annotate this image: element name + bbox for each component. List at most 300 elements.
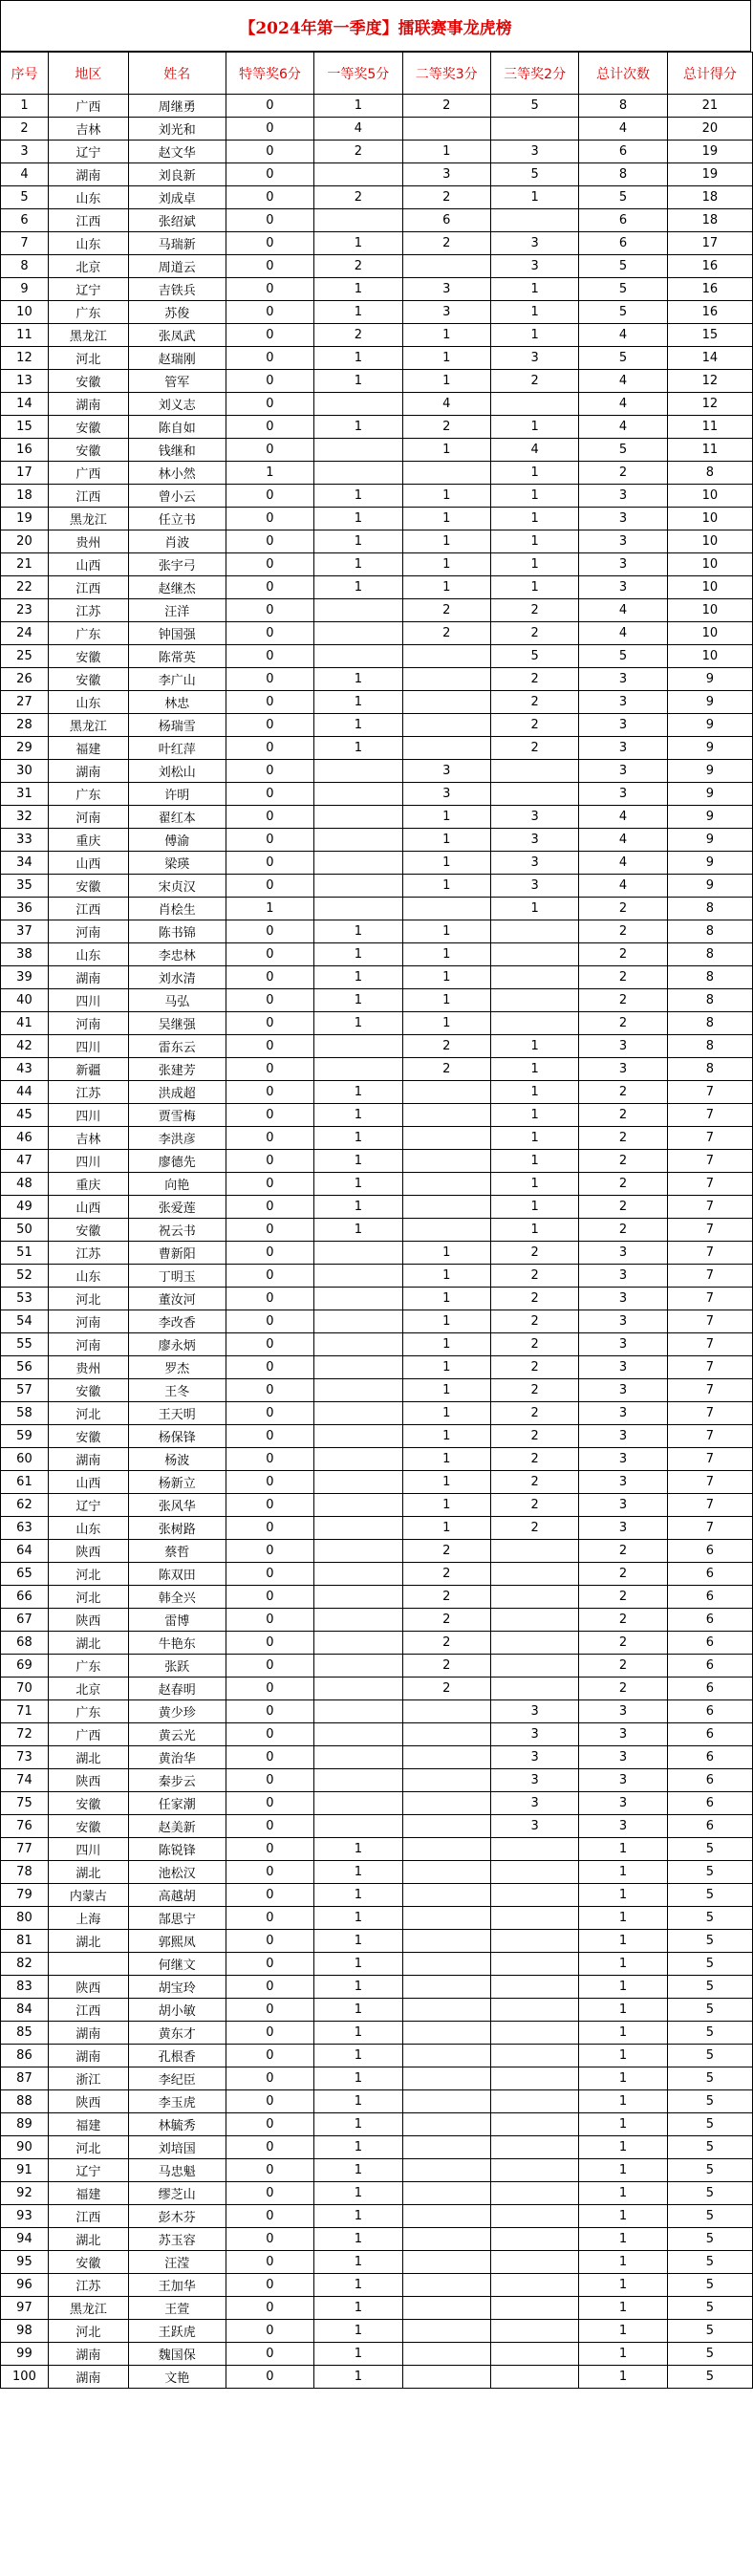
second-prize-cell [402, 2274, 490, 2297]
rank-cell: 56 [1, 1356, 49, 1379]
first-prize-cell: 1 [314, 1999, 402, 2022]
special-prize-cell: 0 [226, 1471, 313, 1494]
name-cell: 管军 [128, 370, 226, 393]
total-count-cell: 4 [579, 599, 667, 622]
rank-cell: 96 [1, 2274, 49, 2297]
table-row [1, 1884, 753, 1907]
region-cell: 河南 [48, 806, 128, 829]
special-prize-cell: 0 [226, 209, 313, 232]
first-prize-cell [314, 1540, 402, 1563]
name-cell: 张凤武 [128, 324, 226, 347]
first-prize-cell: 1 [314, 347, 402, 370]
first-prize-cell: 1 [314, 1861, 402, 1884]
total-score-cell: 7 [667, 1494, 752, 1517]
third-prize-cell: 3 [490, 1769, 578, 1792]
rank-cell: 3 [1, 141, 49, 163]
rank-cell: 15 [1, 416, 49, 439]
rank-cell: 86 [1, 2045, 49, 2067]
total-count-cell: 4 [579, 324, 667, 347]
special-prize-cell: 0 [226, 1792, 313, 1815]
region-cell: 江苏 [48, 599, 128, 622]
name-cell: 苏玉容 [128, 2228, 226, 2251]
third-prize-cell [490, 1609, 578, 1632]
region-cell: 湖南 [48, 2366, 128, 2389]
second-prize-cell [402, 2090, 490, 2113]
table-row [1, 530, 753, 553]
region-cell: 湖南 [48, 2022, 128, 2045]
second-prize-cell: 2 [402, 1655, 490, 1678]
first-prize-cell: 1 [314, 691, 402, 714]
region-cell: 河南 [48, 1310, 128, 1333]
first-prize-cell: 2 [314, 255, 402, 278]
table-row [1, 1356, 753, 1379]
third-prize-cell [490, 2045, 578, 2067]
total-count-cell: 3 [579, 1310, 667, 1333]
third-prize-cell [490, 1540, 578, 1563]
total-count-cell: 3 [579, 1265, 667, 1288]
total-count-cell: 3 [579, 1288, 667, 1310]
table-body [1, 95, 753, 2389]
rank-cell: 19 [1, 508, 49, 530]
total-count-cell: 3 [579, 1379, 667, 1402]
total-score-cell: 7 [667, 1219, 752, 1242]
total-score-cell: 7 [667, 1127, 752, 1150]
third-prize-cell: 3 [490, 141, 578, 163]
rank-cell: 27 [1, 691, 49, 714]
name-cell: 张建芳 [128, 1058, 226, 1081]
special-prize-cell: 0 [226, 1288, 313, 1310]
total-score-cell: 5 [667, 1861, 752, 1884]
region-cell: 黑龙江 [48, 324, 128, 347]
first-prize-cell: 1 [314, 2320, 402, 2343]
special-prize-cell: 0 [226, 966, 313, 989]
rank-cell: 39 [1, 966, 49, 989]
name-cell: 雷东云 [128, 1035, 226, 1058]
table-row [1, 2182, 753, 2205]
region-cell: 安徽 [48, 1792, 128, 1815]
total-count-cell: 1 [579, 2090, 667, 2113]
total-score-cell: 7 [667, 1425, 752, 1448]
region-cell: 江苏 [48, 2274, 128, 2297]
total-score-cell: 6 [667, 1586, 752, 1609]
rank-cell: 75 [1, 1792, 49, 1815]
name-cell: 李忠林 [128, 943, 226, 966]
first-prize-cell [314, 898, 402, 920]
region-cell: 福建 [48, 2182, 128, 2205]
third-prize-cell [490, 2274, 578, 2297]
total-score-cell: 10 [667, 599, 752, 622]
special-prize-cell: 0 [226, 852, 313, 875]
special-prize-cell: 0 [226, 1448, 313, 1471]
first-prize-cell [314, 783, 402, 806]
name-cell: 张爱莲 [128, 1196, 226, 1219]
special-prize-cell: 0 [226, 1678, 313, 1700]
special-prize-cell: 0 [226, 1425, 313, 1448]
region-cell: 广东 [48, 301, 128, 324]
special-prize-cell: 0 [226, 1265, 313, 1288]
rank-cell: 44 [1, 1081, 49, 1104]
region-cell: 四川 [48, 1035, 128, 1058]
rank-cell: 42 [1, 1035, 49, 1058]
total-count-cell: 3 [579, 530, 667, 553]
total-score-cell: 6 [667, 1632, 752, 1655]
region-cell: 江西 [48, 485, 128, 508]
special-prize-cell: 0 [226, 278, 313, 301]
region-cell: 四川 [48, 989, 128, 1012]
name-cell: 林毓秀 [128, 2113, 226, 2136]
second-prize-cell [402, 2343, 490, 2366]
name-cell: 贾雪梅 [128, 1104, 226, 1127]
region-cell: 上海 [48, 1907, 128, 1930]
name-cell: 王冬 [128, 1379, 226, 1402]
table-row [1, 1953, 753, 1976]
table-row [1, 1219, 753, 1242]
total-score-cell: 8 [667, 943, 752, 966]
second-prize-cell [402, 1127, 490, 1150]
name-cell: 汪滢 [128, 2251, 226, 2274]
second-prize-cell [402, 462, 490, 485]
rank-cell: 20 [1, 530, 49, 553]
name-cell: 王跃虎 [128, 2320, 226, 2343]
special-prize-cell: 0 [226, 530, 313, 553]
name-cell: 杨瑞雪 [128, 714, 226, 737]
second-prize-cell [402, 1907, 490, 1930]
name-cell: 刘松山 [128, 760, 226, 783]
second-prize-cell: 1 [402, 1471, 490, 1494]
name-cell: 陈自如 [128, 416, 226, 439]
first-prize-cell [314, 1310, 402, 1333]
first-prize-cell: 1 [314, 1150, 402, 1173]
second-prize-cell [402, 2136, 490, 2159]
rank-cell: 89 [1, 2113, 49, 2136]
table-row [1, 1081, 753, 1104]
third-prize-cell [490, 2067, 578, 2090]
first-prize-cell [314, 393, 402, 416]
special-prize-cell: 1 [226, 462, 313, 485]
table-row [1, 1999, 753, 2022]
table-row [1, 1494, 753, 1517]
rank-cell: 65 [1, 1563, 49, 1586]
region-cell: 江西 [48, 209, 128, 232]
special-prize-cell: 0 [226, 118, 313, 141]
table-row [1, 347, 753, 370]
region-cell: 北京 [48, 255, 128, 278]
region-cell: 四川 [48, 1104, 128, 1127]
rank-cell: 63 [1, 1517, 49, 1540]
name-cell: 王加华 [128, 2274, 226, 2297]
total-score-cell: 5 [667, 2182, 752, 2205]
total-score-cell: 5 [667, 1976, 752, 1999]
name-cell: 洪成超 [128, 1081, 226, 1104]
region-cell: 河北 [48, 2136, 128, 2159]
region-cell: 安徽 [48, 2251, 128, 2274]
total-score-cell: 6 [667, 1678, 752, 1700]
total-count-cell: 8 [579, 163, 667, 186]
first-prize-cell: 1 [314, 2251, 402, 2274]
special-prize-cell: 0 [226, 393, 313, 416]
third-prize-cell [490, 1632, 578, 1655]
name-cell: 傅渝 [128, 829, 226, 852]
table-row [1, 852, 753, 875]
total-score-cell: 5 [667, 1838, 752, 1861]
total-score-cell: 8 [667, 1035, 752, 1058]
total-count-cell: 1 [579, 1884, 667, 1907]
rank-cell: 62 [1, 1494, 49, 1517]
region-cell: 山西 [48, 553, 128, 576]
special-prize-cell: 0 [226, 1356, 313, 1379]
total-count-cell: 3 [579, 1356, 667, 1379]
first-prize-cell: 1 [314, 1127, 402, 1150]
region-cell: 安徽 [48, 416, 128, 439]
third-prize-cell: 2 [490, 1448, 578, 1471]
total-count-cell: 3 [579, 1769, 667, 1792]
name-cell: 张风华 [128, 1494, 226, 1517]
first-prize-cell: 1 [314, 301, 402, 324]
region-cell: 陕西 [48, 1540, 128, 1563]
total-score-cell: 9 [667, 737, 752, 760]
total-count-cell: 1 [579, 2251, 667, 2274]
total-count-cell: 3 [579, 1448, 667, 1471]
total-count-cell: 6 [579, 209, 667, 232]
total-count-cell: 3 [579, 576, 667, 599]
first-prize-cell: 1 [314, 2113, 402, 2136]
first-prize-cell: 2 [314, 141, 402, 163]
table-row [1, 1723, 753, 1746]
region-cell: 湖北 [48, 1632, 128, 1655]
second-prize-cell: 1 [402, 1012, 490, 1035]
first-prize-cell [314, 1723, 402, 1746]
total-score-cell: 8 [667, 1012, 752, 1035]
rank-cell: 7 [1, 232, 49, 255]
region-cell: 湖北 [48, 2228, 128, 2251]
first-prize-cell: 1 [314, 2136, 402, 2159]
total-score-cell: 17 [667, 232, 752, 255]
rank-cell: 72 [1, 1723, 49, 1746]
first-prize-cell [314, 1333, 402, 1356]
name-cell: 钱继和 [128, 439, 226, 462]
region-cell: 河北 [48, 1563, 128, 1586]
third-prize-cell [490, 2297, 578, 2320]
first-prize-cell: 1 [314, 943, 402, 966]
second-prize-cell [402, 1838, 490, 1861]
total-count-cell: 2 [579, 1563, 667, 1586]
name-cell: 马忠魁 [128, 2159, 226, 2182]
second-prize-cell: 1 [402, 875, 490, 898]
special-prize-cell: 0 [226, 576, 313, 599]
rank-cell: 29 [1, 737, 49, 760]
table-row [1, 1379, 753, 1402]
name-cell: 刘水清 [128, 966, 226, 989]
rank-cell: 12 [1, 347, 49, 370]
second-prize-cell [402, 2022, 490, 2045]
special-prize-cell: 0 [226, 2251, 313, 2274]
third-prize-cell: 2 [490, 1517, 578, 1540]
rank-cell: 71 [1, 1700, 49, 1723]
rank-cell: 74 [1, 1769, 49, 1792]
second-prize-cell: 3 [402, 760, 490, 783]
special-prize-cell: 0 [226, 760, 313, 783]
first-prize-cell: 1 [314, 714, 402, 737]
total-score-cell: 8 [667, 1058, 752, 1081]
third-prize-cell: 2 [490, 668, 578, 691]
first-prize-cell [314, 1425, 402, 1448]
total-score-cell: 19 [667, 163, 752, 186]
first-prize-cell: 1 [314, 1104, 402, 1127]
region-cell: 湖南 [48, 163, 128, 186]
table-row [1, 1310, 753, 1333]
first-prize-cell [314, 622, 402, 645]
name-cell: 刘光和 [128, 118, 226, 141]
total-count-cell: 1 [579, 1907, 667, 1930]
region-cell: 黑龙江 [48, 508, 128, 530]
region-cell: 湖南 [48, 760, 128, 783]
second-prize-cell: 2 [402, 1609, 490, 1632]
region-cell: 辽宁 [48, 141, 128, 163]
special-prize-cell: 0 [226, 1999, 313, 2022]
total-count-cell: 5 [579, 645, 667, 668]
rank-cell: 54 [1, 1310, 49, 1333]
name-cell: 黄东才 [128, 2022, 226, 2045]
name-cell: 陈锐锋 [128, 1838, 226, 1861]
table-row [1, 324, 753, 347]
name-cell: 刘义志 [128, 393, 226, 416]
first-prize-cell [314, 1769, 402, 1792]
region-cell: 广东 [48, 1700, 128, 1723]
column-header: 总计次数 [579, 53, 667, 95]
rank-cell: 70 [1, 1678, 49, 1700]
table-row [1, 1127, 753, 1150]
rank-cell: 10 [1, 301, 49, 324]
special-prize-cell: 0 [226, 1494, 313, 1517]
total-score-cell: 9 [667, 852, 752, 875]
special-prize-cell: 0 [226, 553, 313, 576]
total-score-cell: 16 [667, 301, 752, 324]
name-cell: 汪洋 [128, 599, 226, 622]
region-cell: 河北 [48, 347, 128, 370]
name-cell: 缪芝山 [128, 2182, 226, 2205]
rank-cell: 93 [1, 2205, 49, 2228]
total-count-cell: 6 [579, 141, 667, 163]
third-prize-cell: 1 [490, 1081, 578, 1104]
total-count-cell: 3 [579, 691, 667, 714]
region-cell: 陕西 [48, 1609, 128, 1632]
second-prize-cell: 1 [402, 1448, 490, 1471]
first-prize-cell [314, 1655, 402, 1678]
second-prize-cell: 2 [402, 1563, 490, 1586]
table-row [1, 439, 753, 462]
name-cell: 韩全兴 [128, 1586, 226, 1609]
region-cell: 广东 [48, 783, 128, 806]
total-count-cell: 3 [579, 1815, 667, 1838]
third-prize-cell: 1 [490, 576, 578, 599]
second-prize-cell [402, 1700, 490, 1723]
second-prize-cell [402, 1150, 490, 1173]
first-prize-cell [314, 1265, 402, 1288]
second-prize-cell [402, 2067, 490, 2090]
special-prize-cell: 0 [226, 2343, 313, 2366]
table-row [1, 1792, 753, 1815]
rank-cell: 5 [1, 186, 49, 209]
first-prize-cell: 1 [314, 1173, 402, 1196]
total-count-cell: 2 [579, 1127, 667, 1150]
third-prize-cell: 1 [490, 508, 578, 530]
table-row [1, 1173, 753, 1196]
name-cell: 林忠 [128, 691, 226, 714]
special-prize-cell: 0 [226, 1586, 313, 1609]
third-prize-cell: 1 [490, 301, 578, 324]
third-prize-cell: 2 [490, 737, 578, 760]
second-prize-cell [402, 1104, 490, 1127]
first-prize-cell [314, 1815, 402, 1838]
first-prize-cell: 2 [314, 324, 402, 347]
third-prize-cell: 1 [490, 553, 578, 576]
rank-cell: 40 [1, 989, 49, 1012]
special-prize-cell: 0 [226, 875, 313, 898]
total-count-cell: 3 [579, 1700, 667, 1723]
region-cell: 陕西 [48, 2090, 128, 2113]
name-cell: 杨保锋 [128, 1425, 226, 1448]
special-prize-cell: 0 [226, 829, 313, 852]
first-prize-cell [314, 875, 402, 898]
table-row [1, 416, 753, 439]
rank-cell: 92 [1, 2182, 49, 2205]
table-row [1, 1563, 753, 1586]
special-prize-cell: 0 [226, 1150, 313, 1173]
third-prize-cell: 1 [490, 1127, 578, 1150]
special-prize-cell: 0 [226, 1310, 313, 1333]
special-prize-cell: 0 [226, 1242, 313, 1265]
second-prize-cell [402, 1861, 490, 1884]
region-cell: 江西 [48, 2205, 128, 2228]
second-prize-cell [402, 714, 490, 737]
rank-cell: 33 [1, 829, 49, 852]
table-row [1, 2045, 753, 2067]
special-prize-cell: 0 [226, 1632, 313, 1655]
rank-cell: 48 [1, 1173, 49, 1196]
table-row [1, 1265, 753, 1288]
name-cell: 吉铁兵 [128, 278, 226, 301]
table-row [1, 163, 753, 186]
first-prize-cell: 1 [314, 2067, 402, 2090]
total-count-cell: 3 [579, 1035, 667, 1058]
second-prize-cell [402, 1769, 490, 1792]
region-cell: 广西 [48, 95, 128, 118]
third-prize-cell: 2 [490, 1310, 578, 1333]
third-prize-cell: 1 [490, 485, 578, 508]
second-prize-cell: 2 [402, 186, 490, 209]
total-count-cell: 2 [579, 1196, 667, 1219]
special-prize-cell: 0 [226, 2136, 313, 2159]
total-score-cell: 5 [667, 2045, 752, 2067]
first-prize-cell: 1 [314, 2090, 402, 2113]
first-prize-cell: 1 [314, 278, 402, 301]
table-row [1, 1700, 753, 1723]
name-cell: 文艳 [128, 2366, 226, 2389]
first-prize-cell: 1 [314, 576, 402, 599]
special-prize-cell: 0 [226, 691, 313, 714]
special-prize-cell: 0 [226, 1517, 313, 1540]
rank-cell: 1 [1, 95, 49, 118]
name-cell: 许明 [128, 783, 226, 806]
first-prize-cell: 1 [314, 416, 402, 439]
region-cell: 安徽 [48, 1219, 128, 1242]
region-cell: 浙江 [48, 2067, 128, 2090]
total-score-cell: 8 [667, 989, 752, 1012]
region-cell: 湖北 [48, 1861, 128, 1884]
second-prize-cell [402, 2113, 490, 2136]
second-prize-cell: 1 [402, 1265, 490, 1288]
total-count-cell: 1 [579, 2022, 667, 2045]
